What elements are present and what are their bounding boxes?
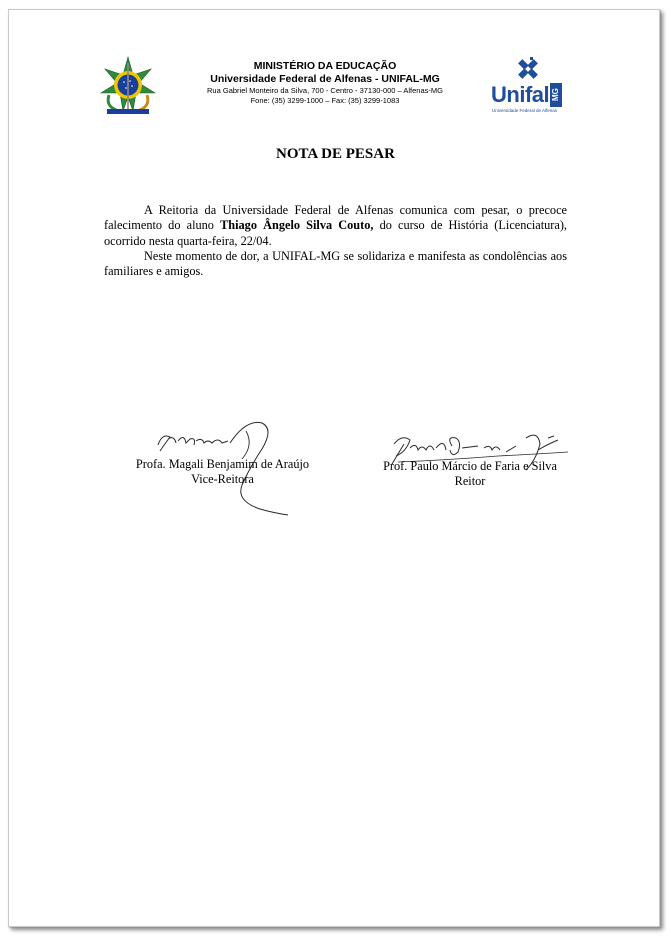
unifal-logo-mark-icon — [488, 56, 572, 84]
signature-block-right — [360, 459, 580, 489]
signer-role-left: Vice-Reitora — [191, 472, 254, 486]
signer-name-right: Prof. Paulo Márcio de Faria e Silva — [383, 459, 557, 473]
university-name: Universidade Federal de Alfenas - UNIFAL-MG — [210, 73, 440, 85]
paragraph-1-end: do curso de História (Licenciatura), ocorrido nesta quarta-feira, 22/04. — [104, 218, 568, 248]
paragraph-1 — [104, 203, 567, 249]
phone-fax: Fone: (35) 3299-1000 – Fax: (35) 3299-1083 — [250, 96, 400, 105]
paragraph-1-start: A Reitoria da Universidade Federal de Alfenas comunica com pesar, o precoce falecimento do aluno — [104, 203, 567, 233]
address: Rua Gabriel Monteiro da Silva, 700 - Centro - 37130-000 – Alfenas-MG — [207, 86, 443, 95]
signer-name-left: Profa. Magali Benjamim de Araújo — [135, 457, 310, 471]
letterhead — [170, 60, 480, 106]
logo-wordmark: Unifal — [491, 82, 550, 107]
signer-role-right: Reitor — [454, 474, 486, 488]
ministry-name: MINISTÉRIO DA EDUCAÇÃO — [253, 60, 397, 72]
student-name: Thiago Ângelo Silva Couto, — [220, 218, 374, 233]
document-title: NOTA DE PESAR — [276, 146, 395, 162]
document-body — [104, 203, 567, 279]
paragraph-2: Neste momento de dor, a UNIFAL-MG se solidariza e manifesta as condolências aos familiares e amigos. — [104, 248, 567, 279]
brazil-coat-of-arms-icon — [97, 55, 159, 117]
signature-block-left — [110, 457, 335, 487]
logo-mg-tag: MG — [550, 83, 562, 107]
logo-subtitle: Universidade Federal de Alfenas — [492, 108, 558, 113]
unifal-logo — [488, 56, 572, 118]
